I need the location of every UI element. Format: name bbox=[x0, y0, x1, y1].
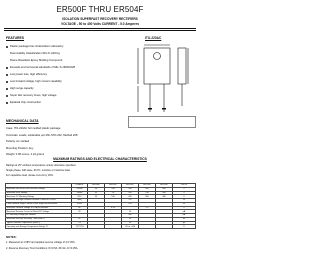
value-cell: ns bbox=[173, 217, 196, 221]
feature-item: Super fast recovery times, high voltage bbox=[6, 94, 116, 101]
parameter-cell: Maximum Average Forward Rectified Current at Tc=100 bbox=[6, 199, 72, 203]
package-outline-diagram bbox=[128, 42, 194, 124]
ratings-title: MAXIMUM RATINGS AND ELECTRICAL CHARACTERISTICS bbox=[53, 157, 147, 161]
ratings-table bbox=[5, 183, 196, 229]
value-cell: 35 bbox=[88, 191, 105, 195]
value-cell: V bbox=[173, 187, 196, 191]
footnote: 1. Measured at 1 MHz and applied reverse voltage of 4.0 VDC. bbox=[6, 241, 76, 244]
bullet-icon bbox=[6, 102, 8, 104]
mounting-hole bbox=[154, 53, 161, 60]
features-heading: FEATURES bbox=[6, 36, 25, 40]
value-cell: 0.95 bbox=[105, 206, 122, 210]
value-cell: 200 bbox=[122, 195, 139, 199]
mechanical-line: Terminals: Leads, solderable per MIL-STD-202, Method 208 bbox=[6, 133, 78, 137]
bullet-icon bbox=[6, 67, 8, 69]
feature-item: Exceeds environmental standards of MIL-S-19500/228 bbox=[6, 66, 116, 73]
table-header-cell: SYMBOL bbox=[72, 184, 88, 188]
value-cell: VRRM bbox=[72, 187, 88, 191]
value-cell: 50 bbox=[88, 195, 105, 199]
bullet-icon bbox=[6, 95, 8, 97]
lead-tip-2 bbox=[162, 108, 166, 110]
value-cell: 50 bbox=[122, 221, 139, 225]
mechanical-line: Mounting Position: Any bbox=[6, 146, 34, 150]
ratings-note: Single phase, half wave, 60 Hz, resistive or inductive load. bbox=[6, 169, 71, 172]
value-cell: A bbox=[173, 199, 196, 203]
value-cell bbox=[139, 225, 156, 229]
parameter-cell: DC Blocking Voltage per element bbox=[6, 214, 72, 218]
mechanical-list bbox=[6, 127, 126, 160]
parameter-cell: Maximum Recurrent Peak Reverse Voltage bbox=[6, 187, 72, 191]
parameter-cell: Maximum Reverse Recovery Time (Note 1) bbox=[6, 217, 72, 221]
features-list bbox=[6, 45, 116, 108]
value-cell: 210 bbox=[139, 191, 156, 195]
value-cell: 500 bbox=[122, 214, 139, 218]
feature-item: Flammability Classification 94V-O utilizing bbox=[10, 52, 60, 55]
value-cell: -55 to +150 bbox=[122, 225, 139, 229]
feature-item: Low forward voltage, high current capability bbox=[6, 80, 116, 87]
bullet-icon bbox=[6, 81, 8, 83]
feature-item: Flame Retardant Epoxy Molding Compound bbox=[10, 59, 63, 62]
value-cell: 200 bbox=[122, 187, 139, 191]
package-title: ITO-220AC bbox=[145, 36, 162, 40]
value-cell: CJ bbox=[72, 221, 88, 225]
value-cell: 100 bbox=[105, 195, 122, 199]
value-cell bbox=[156, 225, 173, 229]
page-title: ER500F THRU ER504F bbox=[56, 5, 144, 14]
subtitle-ratings: VOLTAGE - 50 to 400 Volts CURRENT - 5.0 Amperes bbox=[61, 22, 139, 26]
value-cell: V bbox=[173, 191, 196, 195]
value-cell: 400 bbox=[156, 195, 173, 199]
notes-heading: NOTES: bbox=[6, 235, 17, 239]
package-body bbox=[144, 48, 170, 84]
table-row bbox=[6, 225, 196, 229]
value-cell: IR bbox=[72, 210, 88, 214]
value-cell: 1.3 bbox=[139, 206, 156, 210]
value-cell: 140 bbox=[122, 191, 139, 195]
value-cell: 300 bbox=[139, 187, 156, 191]
value-cell: V bbox=[173, 206, 196, 210]
lead-tip-1 bbox=[148, 108, 152, 110]
parameter-cell: Operating and Storage Temperature Range TJ bbox=[6, 225, 72, 229]
package-dimension-note-box bbox=[128, 116, 196, 128]
ratings-note: Ratings at 25° ambient temperature unless otherwise specified. bbox=[6, 164, 77, 167]
value-cell: 70 bbox=[105, 191, 122, 195]
value-cell: 5.0 bbox=[122, 199, 139, 203]
footnote: 2. Reverse Recovery Test Conditions: IF=0.5A, IR=1A, Irr=0.25A. bbox=[6, 247, 79, 250]
table-header-cell: UNITS bbox=[173, 184, 196, 188]
value-cell: µA bbox=[173, 214, 196, 218]
parameter-cell: Maximum Reverse Current at Rated DC Voltage bbox=[6, 210, 72, 214]
mechanical-line: Weight: 0.08 ounce, 2.24 grams bbox=[6, 153, 45, 156]
bullet-icon bbox=[6, 46, 8, 48]
table-header-cell: ER504F bbox=[156, 184, 173, 188]
mechanical-line: Case: ITO-220AC full molded plastic package bbox=[6, 127, 61, 130]
feature-item: Plastic package has Underwriters Laboratory bbox=[6, 45, 116, 52]
value-cell: 125 bbox=[122, 202, 139, 206]
value-cell bbox=[88, 225, 105, 229]
feature-item: Low power loss, high efficiency bbox=[6, 73, 116, 80]
header-rule-bottom bbox=[4, 30, 196, 31]
value-cell: A bbox=[173, 202, 196, 206]
table-header-cell: ER502F bbox=[122, 184, 139, 188]
table-header-cell: ER500F bbox=[88, 184, 105, 188]
mechanical-line: Polarity: As marked bbox=[6, 140, 30, 143]
value-cell: V bbox=[173, 195, 196, 199]
value-cell: 300 bbox=[139, 195, 156, 199]
value-cell: VRMS bbox=[72, 191, 88, 195]
header-rule-top bbox=[4, 28, 196, 29]
value-cell: 50 bbox=[88, 187, 105, 191]
value-cell: I(AV) bbox=[72, 199, 88, 203]
parameter-cell: Maximum Forward Voltage at 5.0A per element bbox=[6, 206, 72, 210]
value-cell: TJ,TSTG bbox=[72, 225, 88, 229]
feature-item: Epitaxial chip construction bbox=[6, 101, 116, 108]
table-header-cell: ER503F bbox=[139, 184, 156, 188]
value-cell: °C bbox=[173, 225, 196, 229]
parameter-cell: Typical Junction Capacitance (Note 2) bbox=[6, 221, 72, 225]
parameter-cell: Maximum RMS Voltage bbox=[6, 191, 72, 195]
value-cell: 35 bbox=[122, 217, 139, 221]
table-header-cell: ER501F bbox=[105, 184, 122, 188]
value-cell bbox=[105, 225, 122, 229]
value-cell: pF bbox=[173, 221, 196, 225]
feature-item: High surge capacity bbox=[6, 87, 116, 94]
value-cell: trr bbox=[72, 217, 88, 221]
package-side-view bbox=[178, 48, 186, 84]
bullet-icon bbox=[6, 88, 8, 90]
bullet-icon bbox=[6, 74, 8, 76]
value-cell: IFSM bbox=[72, 202, 88, 206]
value-cell: 280 bbox=[156, 191, 173, 195]
value-cell: VF bbox=[72, 206, 88, 210]
parameter-cell: Peak Forward Surge Current 8.3ms single half sine-wave bbox=[6, 202, 72, 206]
mechanical-heading: MECHANICAL DATA bbox=[6, 119, 39, 123]
value-cell: 400 bbox=[156, 187, 173, 191]
ratings-note: For capacitive load, derate current by 20%. bbox=[6, 174, 54, 177]
value-cell: 10 bbox=[122, 210, 139, 214]
value-cell: µA bbox=[173, 210, 196, 214]
value-cell: VDC bbox=[72, 195, 88, 199]
subtitle-type: ISOLATION SUPERFAST RECOVERY RECTIFIERS bbox=[62, 17, 138, 21]
parameter-cell: Maximum DC Blocking Voltage bbox=[6, 195, 72, 199]
value-cell: 100 bbox=[105, 187, 122, 191]
